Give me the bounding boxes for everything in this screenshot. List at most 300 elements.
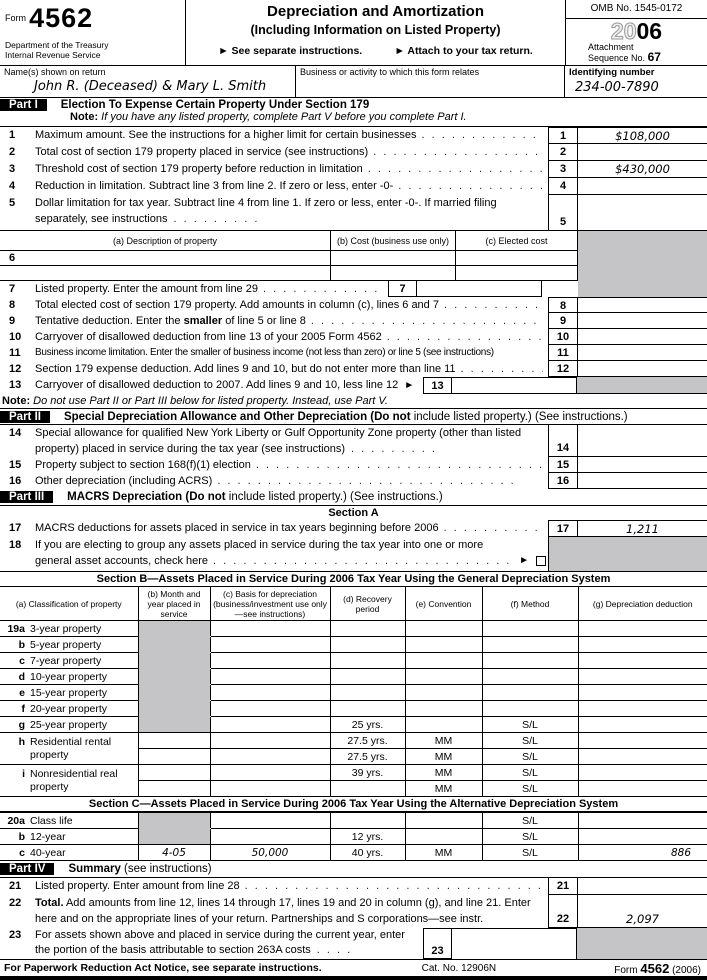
dot-leader — [173, 211, 259, 227]
col-c-header: (c) Elected cost — [455, 231, 578, 250]
identifying-number-input[interactable]: 234-00-7890 — [575, 80, 659, 95]
row-19c-number: c — [19, 654, 25, 667]
row-19h-1 — [0, 733, 707, 749]
note-label: Note: — [2, 395, 31, 407]
line-11 — [0, 345, 707, 361]
row-19b — [0, 637, 707, 653]
dot-leader — [311, 313, 543, 329]
row-19d-deduction[interactable] — [578, 669, 707, 685]
dot-leader — [444, 297, 543, 313]
dot-leader — [387, 329, 543, 345]
row-20a-deduction[interactable] — [578, 813, 707, 829]
row-20c-basis[interactable]: 50,000 — [210, 845, 330, 861]
row-20c-deduction[interactable]: 886 — [578, 845, 707, 861]
line-23-amount[interactable] — [452, 928, 577, 959]
line-8-amount[interactable] — [578, 297, 707, 313]
line-16 — [0, 473, 707, 489]
row-20a-recovery[interactable] — [330, 813, 405, 829]
section-b-table — [0, 586, 707, 797]
line-10-number: 10 — [9, 331, 22, 343]
line-6-cost-input-1[interactable] — [330, 251, 455, 265]
line-8-box: 8 — [548, 297, 578, 313]
section-b-heading: Section B—Assets Placed in Service During 2006 Tax Year Using the General Depreciation System — [0, 571, 707, 586]
listed-property-note — [0, 394, 707, 408]
line-3 — [0, 161, 707, 178]
form-title-block — [186, 0, 566, 65]
line-1 — [0, 127, 707, 144]
line-13-label: Carryover of disallowed deduction to 2007. Add lines 9 and 10, less line 12 — [35, 379, 399, 391]
line-1-box: 1 — [548, 127, 578, 144]
year-prefix: 20 — [610, 18, 637, 44]
line-18 — [0, 537, 707, 571]
row-19e-deduction[interactable] — [578, 685, 707, 701]
name-input[interactable]: John R. (Deceased) & Mary L. Smith — [34, 79, 267, 94]
sequence-number: 67 — [647, 50, 661, 64]
part2-title-rest: include listed property.) (See instructions.) — [410, 410, 628, 423]
line-3-amount[interactable]: $430,000 — [578, 161, 707, 178]
row-20c-month[interactable]: 4-05 — [138, 845, 210, 861]
shaded-cell — [138, 813, 210, 829]
part1-title: Election To Expense Certain Property Under Section 179 — [60, 99, 370, 111]
row-19i-1 — [0, 765, 707, 781]
line-15-amount[interactable] — [578, 457, 707, 473]
part3-title-rest: include listed property.) (See instructions.) — [225, 491, 443, 503]
row-19c-method[interactable] — [482, 653, 578, 669]
row-19e — [0, 685, 707, 701]
row-19i-method-2: S/L — [482, 781, 578, 797]
line-11-label: Business income limitation. Enter the smaller of business income (not less than zero) or line 5 (see instructions) — [35, 347, 494, 358]
line-2 — [0, 144, 707, 161]
tax-year — [566, 20, 707, 42]
year-suffix: 06 — [636, 18, 663, 44]
row-20c-recovery: 40 yrs. — [330, 845, 405, 861]
dept-line2: Internal Revenue Service — [5, 50, 101, 60]
row-20b — [0, 829, 707, 845]
line-13-box: 13 — [423, 377, 452, 394]
form-number: 4562 — [29, 3, 94, 33]
row-19g-deduction[interactable] — [578, 717, 707, 733]
footer-form-number: 4562 — [640, 960, 670, 976]
line-13-number: 13 — [9, 379, 22, 391]
line-2-amount[interactable] — [578, 144, 707, 161]
omb-number: OMB No. 1545-0172 — [566, 0, 707, 19]
form-header — [0, 0, 707, 66]
row-19c-basis[interactable] — [210, 653, 330, 669]
row-19f-basis[interactable] — [210, 701, 330, 717]
form-id-block — [0, 0, 186, 65]
row-19h-number: h — [18, 735, 25, 748]
business-label: Business or activity to which this form relates — [300, 67, 480, 77]
row-19b-recovery[interactable] — [330, 637, 405, 653]
shaded-cell — [138, 621, 210, 637]
row-20b-recovery: 12 yrs. — [330, 829, 405, 845]
line-9-label-bold: smaller — [183, 315, 223, 327]
row-19i-deduction-2[interactable] — [578, 781, 707, 797]
col-b-header: (b) Cost (business use only) — [330, 231, 455, 250]
line-21-box: 21 — [548, 878, 578, 895]
row-19i-number: i — [22, 767, 25, 780]
row-19c-deduction[interactable] — [578, 653, 707, 669]
line-22-box: 22 — [548, 895, 578, 928]
section179-property-table — [0, 231, 707, 297]
name-row — [0, 66, 707, 98]
line-16-amount[interactable] — [578, 473, 707, 489]
line-22-amount[interactable]: 2,097 — [578, 895, 707, 928]
line-21-amount[interactable] — [578, 878, 707, 895]
row-19f — [0, 701, 707, 717]
line-9-box: 9 — [548, 313, 578, 329]
row-19f-label: 20-year property — [30, 702, 108, 715]
col-basis-header: (c) Basis for depreciation (business/investment use only—see instructions) — [210, 587, 330, 621]
line-14-amount[interactable] — [578, 425, 707, 457]
dot-leader — [444, 520, 543, 537]
line-7-label: Listed property. Enter the amount from line 29 — [35, 283, 258, 295]
row-19a-convention[interactable] — [405, 621, 482, 637]
line-5 — [0, 195, 707, 230]
shaded-area — [577, 377, 707, 394]
dot-leader — [373, 144, 543, 161]
footer-form-word: Form — [614, 964, 638, 976]
row-19a-deduction[interactable] — [578, 621, 707, 637]
line-17-box: 17 — [548, 520, 578, 537]
part2-badge: Part II — [0, 411, 50, 423]
sequence-label: Sequence No. — [588, 53, 646, 63]
row-19h-basis-2[interactable] — [210, 749, 330, 765]
line-13 — [0, 377, 707, 394]
row-20a-basis[interactable] — [210, 813, 330, 829]
dot-leader — [263, 281, 383, 297]
line-3-box: 3 — [548, 161, 578, 178]
col-a-header: (a) Description of property — [112, 235, 218, 246]
line-8-label: Total elected cost of section 179 property. Add amounts in column (c), lines 6 and 7 — [35, 299, 439, 311]
line-10-label: Carryover of disallowed deduction from line 13 of your 2005 Form 4562 — [35, 331, 382, 343]
line-4-amount[interactable] — [578, 178, 707, 195]
line-11-box: 11 — [548, 345, 578, 361]
row-19e-method[interactable] — [482, 685, 578, 701]
page-bottom-rule — [0, 976, 707, 980]
row-19a-recovery[interactable] — [330, 621, 405, 637]
line-21-number: 21 — [9, 880, 22, 892]
row-19c — [0, 653, 707, 669]
line-21 — [0, 878, 707, 895]
section-c-heading: Section C—Assets Placed in Service During 2006 Tax Year Using the Alternative Depreciation System — [0, 797, 707, 812]
row-19b-method[interactable] — [482, 637, 578, 653]
col-convention-header: (e) Convention — [405, 587, 482, 621]
row-19i-recovery-2 — [330, 781, 405, 797]
line-15 — [0, 457, 707, 473]
row-19e-recovery[interactable] — [330, 685, 405, 701]
dot-leader — [317, 943, 357, 958]
part1-lines-8-12 — [0, 297, 707, 377]
line-1-number: 1 — [9, 129, 16, 141]
row-19i-month-1[interactable] — [138, 765, 210, 781]
dot-leader — [256, 457, 543, 473]
line-17-number: 17 — [9, 522, 22, 534]
line-4-box: 4 — [548, 178, 578, 195]
omb-year-block — [566, 0, 707, 65]
row-20a-label: Class life — [30, 814, 73, 827]
col-method-header: (f) Method — [482, 587, 578, 621]
row-20b-label: 12-year — [30, 830, 66, 843]
dot-leader — [461, 361, 543, 377]
line-17-amount[interactable]: 1,211 — [578, 520, 707, 537]
row-19e-convention[interactable] — [405, 685, 482, 701]
dot-leader — [217, 473, 543, 489]
row-19f-convention[interactable] — [405, 701, 482, 717]
part3-heading — [0, 489, 707, 506]
catalog-number: Cat. No. 12906N — [421, 962, 497, 974]
row-19b-basis[interactable] — [210, 637, 330, 653]
row-19h-method-1: S/L — [482, 733, 578, 749]
dot-leader — [398, 178, 543, 195]
line-3-label: Threshold cost of section 179 property before reduction in limitation — [35, 163, 363, 175]
line-12-number: 12 — [9, 363, 22, 375]
line-13-amount[interactable] — [452, 377, 577, 394]
line-1-amount[interactable]: $108,000 — [578, 127, 707, 144]
row-19c-recovery[interactable] — [330, 653, 405, 669]
row-19a-basis[interactable] — [210, 621, 330, 637]
line-14-label: Special allowance for qualified New York Liberty or Gulf Opportunity Zone property (other than listed property) placed in service during the tax year (see instructions) — [35, 427, 522, 455]
line-7-box: 7 — [388, 281, 417, 297]
line-11-number: 11 — [9, 347, 21, 359]
col-deduction-header: (g) Depreciation deduction — [578, 587, 707, 621]
shaded-area — [577, 928, 707, 959]
line-5-amount[interactable] — [578, 195, 707, 230]
shaded-cell — [138, 829, 210, 845]
dot-leader — [422, 127, 544, 144]
line-7 — [0, 281, 707, 297]
row-19e-basis[interactable] — [210, 685, 330, 701]
row-19i-deduction-1[interactable] — [578, 765, 707, 781]
row-19i-month-2[interactable] — [138, 781, 210, 797]
row-19h-convention-2: MM — [405, 749, 482, 765]
row-19h-recovery-2: 27.5 yrs. — [330, 749, 405, 765]
line-10 — [0, 329, 707, 345]
section-a-heading: Section A — [328, 507, 379, 519]
part4-title-rest: (see instructions) — [120, 863, 212, 875]
row-19h-deduction-1[interactable] — [578, 733, 707, 749]
identifying-number-label: Identifying number — [569, 67, 655, 78]
row-20c-convention: MM — [405, 845, 482, 861]
shaded-cell — [138, 669, 210, 685]
col-recovery-header: (d) Recovery period — [330, 587, 405, 621]
line-2-number: 2 — [9, 146, 16, 158]
row-19i-basis-1[interactable] — [210, 765, 330, 781]
line-6-elected-input-1[interactable] — [455, 251, 578, 265]
line-7-amount[interactable] — [417, 281, 542, 297]
row-19f-method[interactable] — [482, 701, 578, 717]
arrow-icon: ► — [519, 555, 529, 566]
form-word: Form — [5, 13, 26, 23]
row-19h-convention-1: MM — [405, 733, 482, 749]
part3-badge: Part III — [0, 491, 53, 503]
row-20a-number: 20a — [7, 814, 25, 827]
row-19f-deduction[interactable] — [578, 701, 707, 717]
row-19b-convention[interactable] — [405, 637, 482, 653]
line-14-number: 14 — [9, 427, 22, 439]
row-19f-recovery[interactable] — [330, 701, 405, 717]
line-14-box: 14 — [548, 425, 578, 457]
row-20c-number: c — [19, 846, 25, 859]
line-12-box: 12 — [548, 361, 578, 377]
row-19h-label: Residential rental property — [30, 735, 112, 761]
row-19h-deduction-2[interactable] — [578, 749, 707, 765]
attach-note: ► Attach to your tax return. — [394, 45, 533, 57]
row-19b-deduction[interactable] — [578, 637, 707, 653]
line-15-number: 15 — [9, 459, 22, 471]
line-23-label-2: enter the portion of the basis attributable to section 263A costs — [35, 929, 405, 956]
row-19h-method-2: S/L — [482, 749, 578, 765]
see-instructions-note: ► See separate instructions. — [218, 45, 363, 57]
section-c-table — [0, 812, 707, 861]
row-19d — [0, 669, 707, 685]
row-19d-basis[interactable] — [210, 669, 330, 685]
line-4 — [0, 178, 707, 195]
line-17-label: MACRS deductions for assets placed in service in tax years beginning before 2006 — [35, 522, 439, 534]
row-19a-label: 3-year property — [30, 622, 102, 635]
form-subtitle: (Including Information on Listed Property) — [250, 23, 501, 37]
row-19b-number: b — [18, 638, 25, 651]
footer-form-year: (2006) — [672, 964, 701, 976]
line-8 — [0, 297, 707, 313]
row-19g-recovery: 25 yrs. — [330, 717, 405, 733]
part2-title: Special Depreciation Allowance and Other Depreciation (Do not — [63, 410, 411, 423]
dot-leader — [213, 553, 514, 569]
line-22-label-1: Add amounts from line 12, lines 14 through 17, lines 19 and 20 in column (g), and line 21. — [63, 897, 502, 909]
row-19i-method-1: S/L — [482, 765, 578, 781]
row-20c-method: S/L — [482, 845, 578, 861]
line-22-label-bold: Total. — [35, 897, 64, 909]
line-9 — [0, 313, 707, 329]
line-9-number: 9 — [9, 315, 16, 327]
part4-heading — [0, 861, 707, 878]
line-10-box: 10 — [548, 329, 578, 345]
line-6-description-input-2[interactable] — [0, 266, 330, 280]
row-19i-label: Nonresidential real property — [30, 767, 118, 793]
line-12-label: Section 179 expense deduction. Add lines 9 and 10, but do not enter more than line 11 — [35, 363, 456, 375]
line-6-elected-input-2[interactable] — [455, 266, 578, 280]
line-12 — [0, 361, 707, 377]
line-14 — [0, 425, 707, 457]
line-7-number: 7 — [9, 283, 16, 295]
shaded-cell — [138, 685, 210, 701]
line-4-label: Reduction in limitation. Subtract line 3 from line 2. If zero or less, enter -0- — [35, 180, 394, 192]
row-19d-number: d — [18, 670, 25, 683]
row-19i-recovery-1: 39 yrs. — [330, 765, 405, 781]
part3-title: MACRS Depreciation (Do not — [67, 491, 226, 503]
part1-heading — [0, 98, 707, 127]
row-20c — [0, 845, 707, 861]
col-month-year-header: (b) Month and year placed in service — [138, 587, 210, 621]
line-5-number: 5 — [9, 197, 16, 209]
row-19g — [0, 717, 707, 733]
row-19h-month-2[interactable] — [138, 749, 210, 765]
line-2-label: Total cost of section 179 property placed in service (see instructions) — [35, 146, 369, 158]
line-11-amount[interactable] — [578, 345, 707, 361]
line-21-label: Listed property. Enter amount from line 28 — [35, 880, 240, 892]
line-22-number: 22 — [9, 897, 22, 909]
dot-leader — [368, 161, 543, 178]
row-19a — [0, 621, 707, 637]
name-label: Name(s) shown on return — [4, 67, 106, 77]
part1-badge: Part I — [0, 99, 47, 111]
dot-leader — [245, 878, 543, 895]
dot-leader — [351, 441, 437, 457]
row-20a-method: S/L — [482, 813, 578, 829]
dept-line1: Department of the Treasury — [5, 40, 109, 50]
line-1-label: Maximum amount. See the instructions for a higher limit for certain businesses — [35, 129, 417, 141]
row-19a-number: 19a — [7, 622, 25, 635]
note-text: Do not use Part II or Part III below for listed property. Instead, use Part V. — [33, 395, 388, 407]
line-10-amount[interactable] — [578, 329, 707, 345]
form-title: Depreciation and Amortization — [267, 3, 484, 20]
row-20b-basis[interactable] — [210, 829, 330, 845]
line-8-number: 8 — [9, 299, 16, 311]
row-19i-convention-2: MM — [405, 781, 482, 797]
row-19g-number: g — [18, 718, 25, 731]
line-5-box: 5 — [548, 195, 578, 230]
line-6-number: 6 — [9, 252, 16, 264]
line-18-label-1: If you are electing to group any assets placed in service during the tax year into one or more — [35, 539, 484, 551]
paperwork-notice: For Paperwork Reduction Act Notice, see separate instructions. — [4, 962, 322, 974]
line-6-cost-input-2[interactable] — [330, 266, 455, 280]
line-22 — [0, 895, 707, 928]
row-19b-label: 5-year property — [30, 638, 102, 651]
shaded-cell — [138, 637, 210, 653]
line-15-label: Property subject to section 168(f)(1) election — [35, 459, 251, 471]
line-5-label: Dollar limitation for tax year. Subtract line 4 from line 1. If zero or less, enter -0-. If married filing separately, see instructions — [35, 197, 497, 225]
row-19g-convention[interactable] — [405, 717, 482, 733]
line-2-box: 2 — [548, 144, 578, 161]
line-16-label: Other depreciation (including ACRS) — [35, 475, 213, 487]
row-20b-method: S/L — [482, 829, 578, 845]
arrow-icon: ► — [404, 380, 415, 391]
shaded-cell — [138, 701, 210, 717]
row-20b-deduction[interactable] — [578, 829, 707, 845]
col-classification-header: (a) Classification of property — [0, 587, 138, 621]
row-19a-method[interactable] — [482, 621, 578, 637]
line-9-label-pre: Tentative deduction. Enter the — [35, 315, 184, 327]
row-19d-convention[interactable] — [405, 669, 482, 685]
line-23-number: 23 — [9, 929, 22, 941]
row-20a-convention[interactable] — [405, 813, 482, 829]
part1-note-label: Note: — [70, 111, 99, 123]
line-9-amount[interactable] — [578, 313, 707, 329]
group-assets-checkbox[interactable] — [536, 556, 546, 566]
shaded-area — [548, 537, 707, 571]
row-20b-convention[interactable] — [405, 829, 482, 845]
row-19d-recovery[interactable] — [330, 669, 405, 685]
row-19g-label: 25-year property — [30, 718, 108, 731]
line-17 — [0, 520, 707, 537]
row-19f-number: f — [21, 702, 25, 715]
row-20c-label: 40-year — [30, 846, 66, 859]
row-19g-basis[interactable] — [210, 717, 330, 733]
row-19c-label: 7-year property — [30, 654, 102, 667]
row-19h-recovery-1: 27.5 yrs. — [330, 733, 405, 749]
row-19i-basis-2[interactable] — [210, 781, 330, 797]
shaded-cell — [138, 653, 210, 669]
row-19h-basis-1[interactable] — [210, 733, 330, 749]
line-12-amount[interactable] — [578, 361, 707, 377]
row-19d-method[interactable] — [482, 669, 578, 685]
row-19h-month-1[interactable] — [138, 733, 210, 749]
attachment-label: Attachment — [588, 42, 634, 52]
row-19c-convention[interactable] — [405, 653, 482, 669]
row-19i-convention-1: MM — [405, 765, 482, 781]
shaded-cell — [138, 717, 210, 733]
row-20a — [0, 813, 707, 829]
